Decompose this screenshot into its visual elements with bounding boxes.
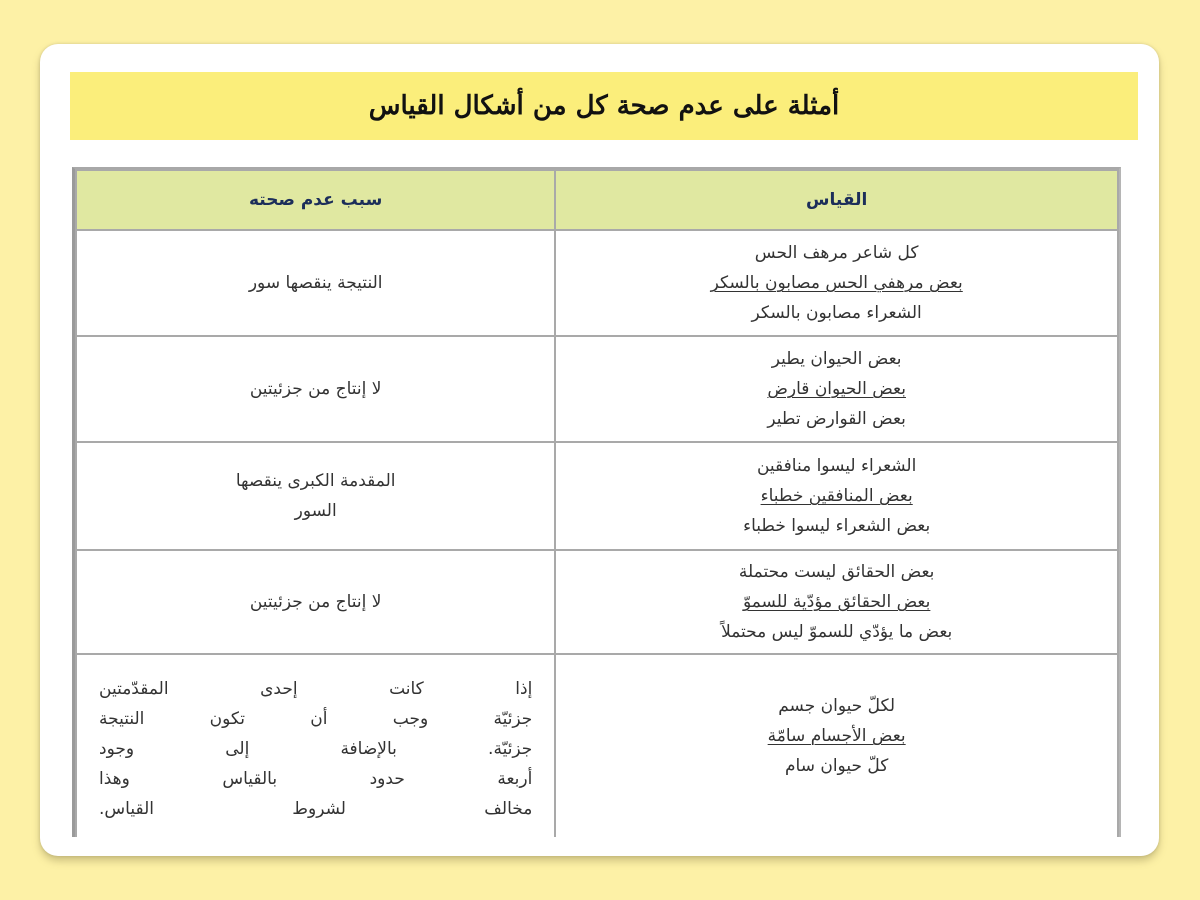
reason-text: مخالف لشروط القياس. [99,799,533,819]
major-premise: بعض الحقائق ليست محتملة [738,562,935,582]
table-row [76,336,1118,442]
syllogism-cell [555,550,1118,654]
reason-cell [76,550,555,654]
conclusion: كلّ حيوان سام [784,756,889,776]
minor-premise: بعض الأجسام سامّة [767,726,906,746]
syllogism-cell [555,654,1118,837]
minor-premise: بعض الحيوان قارض [767,379,906,399]
reason-text: جزئيّة وجب أن تكون النتيجة [99,709,533,729]
major-premise: الشعراء ليسوا منافقين [756,456,917,476]
table-row [76,550,1118,654]
reason-cell [76,230,555,336]
table-row [76,654,1118,837]
syllogism-cell [555,230,1118,336]
header-syllogism: القياس [555,170,1118,230]
reason-text: أربعة حدود بالقياس وهذا [99,769,533,789]
page-title: أمثلة على عدم صحة كل من أشكال القياس [368,91,840,121]
title-banner [70,72,1138,140]
reason-cell [76,654,555,837]
reason-cell [76,336,555,442]
slide-card [40,44,1159,856]
reason-text: لا إنتاج من جزئيتين [249,379,382,399]
syllogism-cell [555,336,1118,442]
reason-text: إذا كانت إحدى المقدّمتين [99,679,533,699]
table-row [76,442,1118,550]
conclusion: بعض ما يؤدّي للسموّ ليس محتملاً [721,622,953,642]
table-header-row [76,170,1118,230]
table-row [76,230,1118,336]
minor-premise: بعض الحقائق مؤدّية للسموّ [742,592,931,612]
header-reason: سبب عدم صحته [76,170,555,230]
reason-text: المقدمة الكبرى ينقصها [235,471,396,491]
conclusion: بعض الشعراء ليسوا خطباء [743,516,931,536]
major-premise: بعض الحيوان يطير [771,349,902,369]
reason-text: لا إنتاج من جزئيتين [249,592,382,612]
conclusion: بعض القوارض تطير [767,409,906,429]
syllogism-cell [555,442,1118,550]
reason-cell [76,442,555,550]
reason-text: جزئيّة. بالإضافة إلى وجود [99,739,533,759]
reason-text: السور [294,501,337,521]
syllogism-table [75,169,1119,837]
minor-premise: بعض المنافقين خطباء [760,486,913,506]
minor-premise: بعض مرهفي الحس مصابون بالسكر [710,273,963,293]
syllogism-table-container [72,167,1121,837]
major-premise: كل شاعر مرهف الحس [754,243,919,263]
conclusion: الشعراء مصابون بالسكر [751,303,922,323]
major-premise: لكلّ حيوان جسم [778,696,896,716]
reason-text: النتيجة ينقصها سور [248,273,383,293]
